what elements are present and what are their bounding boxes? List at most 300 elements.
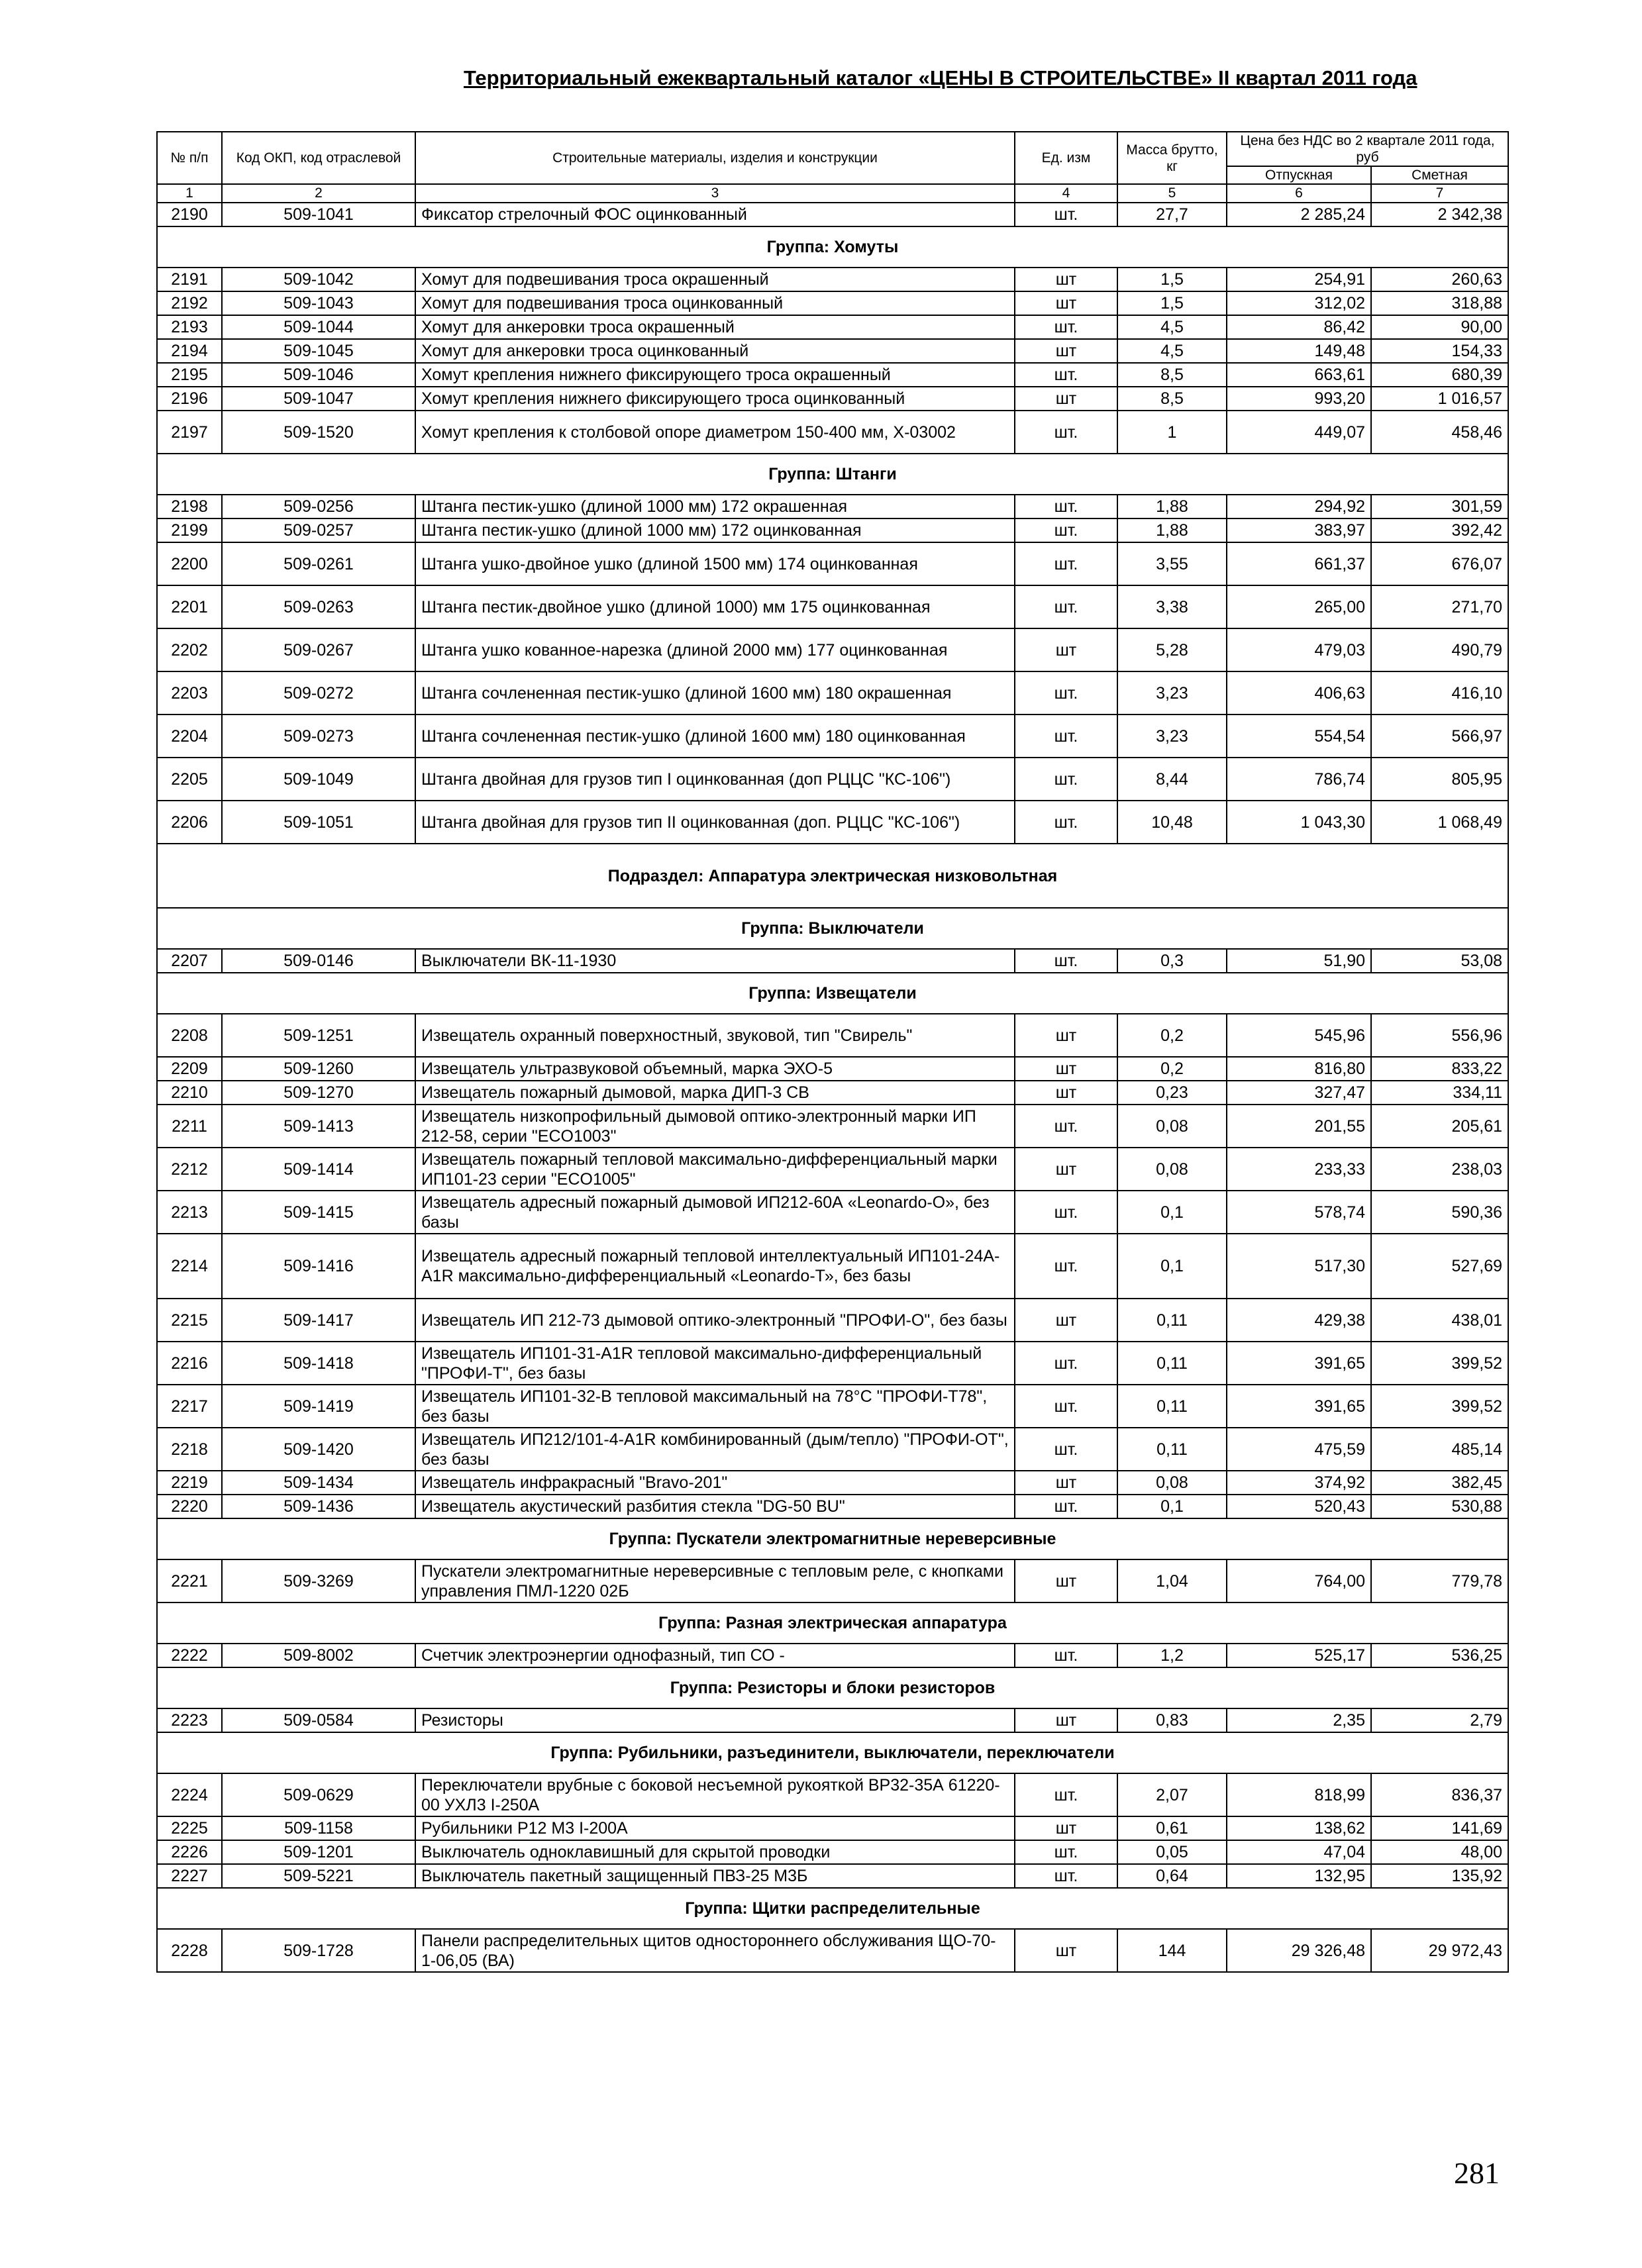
estimate-price-cell: 2 342,38: [1371, 203, 1508, 226]
release-price-cell: 201,55: [1227, 1105, 1371, 1148]
material-name-cell: Извещатель адресный пожарный тепловой интеллектуальный ИП101-24А-А1R максимально-дифференциальный «Leonardo-Т», без базы: [415, 1234, 1015, 1299]
header-mass: Масса брутто, кг: [1117, 132, 1227, 184]
row-number-cell: 2200: [157, 542, 222, 585]
okp-code-cell: 509-1044: [222, 315, 415, 339]
okp-code-cell: 509-1434: [222, 1471, 415, 1495]
release-price-cell: 233,33: [1227, 1148, 1371, 1191]
release-price-cell: 449,07: [1227, 411, 1371, 454]
table-row: [157, 291, 1508, 315]
row-number-cell: 2223: [157, 1708, 222, 1732]
material-name-cell: Извещатель пожарный тепловой максимально-дифференциальный марки ИП101-23 серии "ECO1005": [415, 1148, 1015, 1191]
group-title: Группа: Выключатели: [157, 908, 1508, 949]
unit-cell: шт.: [1015, 315, 1117, 339]
mass-cell: 4,5: [1117, 315, 1227, 339]
mass-cell: 3,23: [1117, 715, 1227, 758]
material-name-cell: Панели распределительных щитов одностороннего обслуживания ЩО-70-1-06,05 (ВА): [415, 1929, 1015, 1972]
table-row: [157, 1471, 1508, 1495]
row-number-cell: 2195: [157, 363, 222, 387]
estimate-price-cell: 530,88: [1371, 1495, 1508, 1518]
unit-cell: шт: [1015, 1929, 1117, 1972]
row-number-cell: 2225: [157, 1816, 222, 1840]
row-number-cell: 2210: [157, 1081, 222, 1105]
material-name-cell: Хомут крепления нижнего фиксирующего троса окрашенный: [415, 363, 1015, 387]
release-price-cell: 764,00: [1227, 1559, 1371, 1602]
estimate-price-cell: 485,14: [1371, 1428, 1508, 1471]
unit-cell: шт.: [1015, 1644, 1117, 1667]
column-number: 6: [1227, 184, 1371, 203]
row-number-cell: 2209: [157, 1057, 222, 1081]
unit-cell: шт.: [1015, 495, 1117, 518]
estimate-price-cell: 590,36: [1371, 1191, 1508, 1234]
header-price-group: Цена без НДС во 2 квартале 2011 года, руб: [1227, 132, 1508, 166]
row-number-cell: 2221: [157, 1559, 222, 1602]
unit-cell: шт.: [1015, 411, 1117, 454]
unit-cell: шт.: [1015, 1864, 1117, 1888]
material-name-cell: Переключатели врубные с боковой несъемной рукояткой ВР32-35А 61220-00 УХЛ3 I-250А: [415, 1773, 1015, 1816]
material-name-cell: Штанга ушко-двойное ушко (длиной 1500 мм) 174 оцинкованная: [415, 542, 1015, 585]
row-number-cell: 2219: [157, 1471, 222, 1495]
release-price-cell: 327,47: [1227, 1081, 1371, 1105]
okp-code-cell: 509-1043: [222, 291, 415, 315]
table-row: [157, 628, 1508, 671]
release-price-cell: 816,80: [1227, 1057, 1371, 1081]
release-price-cell: 1 043,30: [1227, 801, 1371, 844]
okp-code-cell: 509-1413: [222, 1105, 415, 1148]
estimate-price-cell: 833,22: [1371, 1057, 1508, 1081]
row-number-cell: 2207: [157, 949, 222, 973]
okp-code-cell: 509-1049: [222, 758, 415, 801]
okp-code-cell: 509-8002: [222, 1644, 415, 1667]
release-price-cell: 254,91: [1227, 268, 1371, 291]
material-name-cell: Извещатель пожарный дымовой, марка ДИП-3 СВ: [415, 1081, 1015, 1105]
estimate-price-cell: 458,46: [1371, 411, 1508, 454]
release-price-cell: 479,03: [1227, 628, 1371, 671]
mass-cell: 1,88: [1117, 495, 1227, 518]
estimate-price-cell: 135,92: [1371, 1864, 1508, 1888]
mass-cell: 0,08: [1117, 1148, 1227, 1191]
table-row: [157, 411, 1508, 454]
release-price-cell: 525,17: [1227, 1644, 1371, 1667]
row-number-cell: 2193: [157, 315, 222, 339]
group-heading-row: [157, 1518, 1508, 1559]
mass-cell: 1,88: [1117, 518, 1227, 542]
release-price-cell: 132,95: [1227, 1864, 1371, 1888]
okp-code-cell: 509-1420: [222, 1428, 415, 1471]
release-price-cell: 138,62: [1227, 1816, 1371, 1840]
okp-code-cell: 509-0263: [222, 585, 415, 628]
material-name-cell: Извещатель ИП101-32-В тепловой максимальный на 78°С "ПРОФИ-Т78", без базы: [415, 1385, 1015, 1428]
okp-code-cell: 509-0146: [222, 949, 415, 973]
release-price-cell: 818,99: [1227, 1773, 1371, 1816]
table-row: [157, 1864, 1508, 1888]
estimate-price-cell: 48,00: [1371, 1840, 1508, 1864]
material-name-cell: Извещатель ИП 212-73 дымовой оптико-электронный "ПРОФИ-О", без базы: [415, 1299, 1015, 1342]
mass-cell: 0,1: [1117, 1191, 1227, 1234]
material-name-cell: Резисторы: [415, 1708, 1015, 1732]
mass-cell: 0,11: [1117, 1385, 1227, 1428]
table-row: [157, 1773, 1508, 1816]
row-number-cell: 2213: [157, 1191, 222, 1234]
release-price-cell: 294,92: [1227, 495, 1371, 518]
row-number-cell: 2226: [157, 1840, 222, 1864]
mass-cell: 3,38: [1117, 585, 1227, 628]
group-heading-row: [157, 454, 1508, 495]
release-price-cell: 475,59: [1227, 1428, 1371, 1471]
table-row: [157, 1385, 1508, 1428]
release-price-cell: 47,04: [1227, 1840, 1371, 1864]
table-row: [157, 801, 1508, 844]
unit-cell: шт: [1015, 339, 1117, 363]
mass-cell: 5,28: [1117, 628, 1227, 671]
table-row: [157, 495, 1508, 518]
header-code: Код ОКП, код отраслевой: [222, 132, 415, 184]
table-row: [157, 363, 1508, 387]
okp-code-cell: 509-0272: [222, 671, 415, 715]
release-price-cell: 374,92: [1227, 1471, 1371, 1495]
okp-code-cell: 509-1047: [222, 387, 415, 411]
material-name-cell: Извещатель охранный поверхностный, звуковой, тип "Свирель": [415, 1014, 1015, 1057]
release-price-cell: 554,54: [1227, 715, 1371, 758]
row-number-cell: 2190: [157, 203, 222, 226]
unit-cell: шт: [1015, 1081, 1117, 1105]
table-row: [157, 542, 1508, 585]
mass-cell: 4,5: [1117, 339, 1227, 363]
mass-cell: 0,11: [1117, 1428, 1227, 1471]
material-name-cell: Штанга пестик-ушко (длиной 1000 мм) 172 оцинкованная: [415, 518, 1015, 542]
column-number: 7: [1371, 184, 1508, 203]
row-number-cell: 2217: [157, 1385, 222, 1428]
estimate-price-cell: 260,63: [1371, 268, 1508, 291]
unit-cell: шт.: [1015, 1428, 1117, 1471]
header-num: № п/п: [157, 132, 222, 184]
table-row: [157, 1105, 1508, 1148]
row-number-cell: 2194: [157, 339, 222, 363]
mass-cell: 3,23: [1117, 671, 1227, 715]
release-price-cell: 2 285,24: [1227, 203, 1371, 226]
row-number-cell: 2191: [157, 268, 222, 291]
material-name-cell: Хомут крепления к столбовой опоре диаметром 150-400 мм, Х-03002: [415, 411, 1015, 454]
row-number-cell: 2202: [157, 628, 222, 671]
release-price-cell: 265,00: [1227, 585, 1371, 628]
material-name-cell: Извещатель низкопрофильный дымовой оптико-электронный марки ИП 212-58, серии "ECO1003": [415, 1105, 1015, 1148]
release-price-cell: 312,02: [1227, 291, 1371, 315]
material-name-cell: Рубильники Р12 М3 I-200А: [415, 1816, 1015, 1840]
header-name: Строительные материалы, изделия и конструкции: [415, 132, 1015, 184]
mass-cell: 1,5: [1117, 268, 1227, 291]
row-number-cell: 2192: [157, 291, 222, 315]
unit-cell: шт.: [1015, 1342, 1117, 1385]
estimate-price-cell: 90,00: [1371, 315, 1508, 339]
unit-cell: шт: [1015, 1014, 1117, 1057]
release-price-cell: 406,63: [1227, 671, 1371, 715]
mass-cell: 0,2: [1117, 1057, 1227, 1081]
unit-cell: шт: [1015, 628, 1117, 671]
okp-code-cell: 509-1419: [222, 1385, 415, 1428]
table-row: [157, 949, 1508, 973]
unit-cell: шт.: [1015, 1105, 1117, 1148]
release-price-cell: 86,42: [1227, 315, 1371, 339]
okp-code-cell: 509-1417: [222, 1299, 415, 1342]
unit-cell: шт.: [1015, 585, 1117, 628]
table-row: [157, 585, 1508, 628]
group-title: Группа: Резисторы и блоки резисторов: [157, 1667, 1508, 1708]
group-heading-row: [157, 1732, 1508, 1773]
page-header: Территориальный ежеквартальный каталог «ЦЕНЫ В СТРОИТЕЛЬСТВЕ» II квартал 2011 года: [464, 66, 1417, 89]
group-heading-row: [157, 1888, 1508, 1929]
table-row: [157, 1342, 1508, 1385]
estimate-price-cell: 205,61: [1371, 1105, 1508, 1148]
material-name-cell: Штанга пестик-двойное ушко (длиной 1000) мм 175 оцинкованная: [415, 585, 1015, 628]
mass-cell: 8,44: [1117, 758, 1227, 801]
row-number-cell: 2199: [157, 518, 222, 542]
row-number-cell: 2208: [157, 1014, 222, 1057]
material-name-cell: Хомут для подвешивания троса оцинкованный: [415, 291, 1015, 315]
table-row: [157, 268, 1508, 291]
release-price-cell: 520,43: [1227, 1495, 1371, 1518]
material-name-cell: Штанга сочлененная пестик-ушко (длиной 1600 мм) 180 окрашенная: [415, 671, 1015, 715]
subsection-title: Подраздел: Аппаратура электрическая низковольтная: [157, 844, 1508, 908]
row-number-cell: 2212: [157, 1148, 222, 1191]
column-number-row: [157, 184, 1508, 203]
material-name-cell: Извещатель ультразвуковой объемный, марка ЭХО-5: [415, 1057, 1015, 1081]
okp-code-cell: 509-1414: [222, 1148, 415, 1191]
material-name-cell: Пускатели электромагнитные нереверсивные с тепловым реле, с кнопками управления ПМЛ-1220 02Б: [415, 1559, 1015, 1602]
group-title: Группа: Хомуты: [157, 226, 1508, 268]
estimate-price-cell: 334,11: [1371, 1081, 1508, 1105]
header-unit: Ед. изм: [1015, 132, 1117, 184]
unit-cell: шт.: [1015, 801, 1117, 844]
column-number: 2: [222, 184, 415, 203]
table-row: [157, 1299, 1508, 1342]
material-name-cell: Извещатель акустический разбития стекла "DG-50 BU": [415, 1495, 1015, 1518]
unit-cell: шт.: [1015, 671, 1117, 715]
estimate-price-cell: 318,88: [1371, 291, 1508, 315]
estimate-price-cell: 382,45: [1371, 1471, 1508, 1495]
release-price-cell: 429,38: [1227, 1299, 1371, 1342]
material-name-cell: Хомут для анкеровки троса оцинкованный: [415, 339, 1015, 363]
row-number-cell: 2222: [157, 1644, 222, 1667]
unit-cell: шт.: [1015, 203, 1117, 226]
unit-cell: шт.: [1015, 1495, 1117, 1518]
row-number-cell: 2201: [157, 585, 222, 628]
row-number-cell: 2216: [157, 1342, 222, 1385]
mass-cell: 0,2: [1117, 1014, 1227, 1057]
mass-cell: 0,61: [1117, 1816, 1227, 1840]
mass-cell: 0,3: [1117, 949, 1227, 973]
column-number: 3: [415, 184, 1015, 203]
unit-cell: шт.: [1015, 1773, 1117, 1816]
unit-cell: шт: [1015, 268, 1117, 291]
row-number-cell: 2203: [157, 671, 222, 715]
estimate-price-cell: 1 068,49: [1371, 801, 1508, 844]
table-row: [157, 387, 1508, 411]
table-row: [157, 1057, 1508, 1081]
okp-code-cell: 509-1418: [222, 1342, 415, 1385]
table-row: [157, 1816, 1508, 1840]
mass-cell: 0,08: [1117, 1471, 1227, 1495]
material-name-cell: Штанга сочлененная пестик-ушко (длиной 1600 мм) 180 оцинкованная: [415, 715, 1015, 758]
release-price-cell: 51,90: [1227, 949, 1371, 973]
estimate-price-cell: 1 016,57: [1371, 387, 1508, 411]
header-price-release: Отпускная: [1227, 166, 1371, 184]
mass-cell: 0,1: [1117, 1495, 1227, 1518]
estimate-price-cell: 392,42: [1371, 518, 1508, 542]
estimate-price-cell: 154,33: [1371, 339, 1508, 363]
estimate-price-cell: 271,70: [1371, 585, 1508, 628]
okp-code-cell: 509-0256: [222, 495, 415, 518]
estimate-price-cell: 53,08: [1371, 949, 1508, 973]
mass-cell: 8,5: [1117, 387, 1227, 411]
material-name-cell: Хомут для подвешивания троса окрашенный: [415, 268, 1015, 291]
release-price-cell: 786,74: [1227, 758, 1371, 801]
material-name-cell: Выключатель одноклавишный для скрытой проводки: [415, 1840, 1015, 1864]
group-heading-row: [157, 973, 1508, 1014]
release-price-cell: 663,61: [1227, 363, 1371, 387]
unit-cell: шт.: [1015, 949, 1117, 973]
unit-cell: шт.: [1015, 363, 1117, 387]
mass-cell: 1,2: [1117, 1644, 1227, 1667]
estimate-price-cell: 301,59: [1371, 495, 1508, 518]
okp-code-cell: 509-1158: [222, 1816, 415, 1840]
material-name-cell: Извещатель адресный пожарный дымовой ИП212-60А «Leonardo-О», без базы: [415, 1191, 1015, 1234]
unit-cell: шт: [1015, 1148, 1117, 1191]
material-name-cell: Извещатель ИП101-31-А1R тепловой максимально-дифференциальный "ПРОФИ-Т", без базы: [415, 1342, 1015, 1385]
release-price-cell: 383,97: [1227, 518, 1371, 542]
estimate-price-cell: 438,01: [1371, 1299, 1508, 1342]
estimate-price-cell: 238,03: [1371, 1148, 1508, 1191]
row-number-cell: 2205: [157, 758, 222, 801]
release-price-cell: 2,35: [1227, 1708, 1371, 1732]
okp-code-cell: 509-5221: [222, 1864, 415, 1888]
estimate-price-cell: 566,97: [1371, 715, 1508, 758]
okp-code-cell: 509-0629: [222, 1773, 415, 1816]
table-row: [157, 1428, 1508, 1471]
group-title: Группа: Рубильники, разъединители, выключатели, переключатели: [157, 1732, 1508, 1773]
mass-cell: 0,11: [1117, 1342, 1227, 1385]
okp-code-cell: 509-1201: [222, 1840, 415, 1864]
okp-code-cell: 509-0257: [222, 518, 415, 542]
unit-cell: шт.: [1015, 542, 1117, 585]
estimate-price-cell: 556,96: [1371, 1014, 1508, 1057]
mass-cell: 144: [1117, 1929, 1227, 1972]
estimate-price-cell: 141,69: [1371, 1816, 1508, 1840]
unit-cell: шт: [1015, 291, 1117, 315]
unit-cell: шт.: [1015, 758, 1117, 801]
mass-cell: 0,05: [1117, 1840, 1227, 1864]
okp-code-cell: 509-0261: [222, 542, 415, 585]
price-catalog-table: [156, 131, 1509, 1973]
estimate-price-cell: 416,10: [1371, 671, 1508, 715]
okp-code-cell: 509-1046: [222, 363, 415, 387]
estimate-price-cell: 676,07: [1371, 542, 1508, 585]
page-number: 281: [1454, 2156, 1500, 2190]
okp-code-cell: 509-1051: [222, 801, 415, 844]
row-number-cell: 2214: [157, 1234, 222, 1299]
mass-cell: 0,83: [1117, 1708, 1227, 1732]
row-number-cell: 2204: [157, 715, 222, 758]
table-row: [157, 203, 1508, 226]
material-name-cell: Извещатель инфракрасный "Bravo-201": [415, 1471, 1015, 1495]
release-price-cell: 149,48: [1227, 339, 1371, 363]
table-row: [157, 1191, 1508, 1234]
table-row: [157, 315, 1508, 339]
row-number-cell: 2215: [157, 1299, 222, 1342]
mass-cell: 1,04: [1117, 1559, 1227, 1602]
table-row: [157, 1929, 1508, 1972]
okp-code-cell: 509-3269: [222, 1559, 415, 1602]
table-row: [157, 1644, 1508, 1667]
release-price-cell: 993,20: [1227, 387, 1371, 411]
unit-cell: шт.: [1015, 1191, 1117, 1234]
estimate-price-cell: 536,25: [1371, 1644, 1508, 1667]
okp-code-cell: 509-0267: [222, 628, 415, 671]
okp-code-cell: 509-1260: [222, 1057, 415, 1081]
table-row: [157, 1708, 1508, 1732]
table-row: [157, 1081, 1508, 1105]
estimate-price-cell: 29 972,43: [1371, 1929, 1508, 1972]
mass-cell: 1,5: [1117, 291, 1227, 315]
mass-cell: 1: [1117, 411, 1227, 454]
mass-cell: 0,08: [1117, 1105, 1227, 1148]
unit-cell: шт: [1015, 1816, 1117, 1840]
okp-code-cell: 509-1728: [222, 1929, 415, 1972]
okp-code-cell: 509-1270: [222, 1081, 415, 1105]
row-number-cell: 2228: [157, 1929, 222, 1972]
unit-cell: шт: [1015, 387, 1117, 411]
material-name-cell: Хомут для анкеровки троса окрашенный: [415, 315, 1015, 339]
row-number-cell: 2220: [157, 1495, 222, 1518]
header-price-estimate: Сметная: [1371, 166, 1508, 184]
release-price-cell: 661,37: [1227, 542, 1371, 585]
estimate-price-cell: 399,52: [1371, 1342, 1508, 1385]
mass-cell: 0,64: [1117, 1864, 1227, 1888]
table-row: [157, 1495, 1508, 1518]
material-name-cell: Штанга пестик-ушко (длиной 1000 мм) 172 окрашенная: [415, 495, 1015, 518]
mass-cell: 3,55: [1117, 542, 1227, 585]
column-number: 1: [157, 184, 222, 203]
group-heading-row: [157, 1602, 1508, 1644]
material-name-cell: Штанга двойная для грузов тип I оцинкованная (доп РЦЦС "КС-106"): [415, 758, 1015, 801]
unit-cell: шт.: [1015, 715, 1117, 758]
release-price-cell: 391,65: [1227, 1385, 1371, 1428]
estimate-price-cell: 779,78: [1371, 1559, 1508, 1602]
group-heading-row: [157, 908, 1508, 949]
okp-code-cell: 509-1045: [222, 339, 415, 363]
release-price-cell: 29 326,48: [1227, 1929, 1371, 1972]
mass-cell: 2,07: [1117, 1773, 1227, 1816]
okp-code-cell: 509-1042: [222, 268, 415, 291]
release-price-cell: 578,74: [1227, 1191, 1371, 1234]
row-number-cell: 2218: [157, 1428, 222, 1471]
group-heading-row: [157, 1667, 1508, 1708]
subsection-heading-row: [157, 844, 1508, 908]
material-name-cell: Штанга ушко кованное-нарезка (длиной 2000 мм) 177 оцинкованная: [415, 628, 1015, 671]
row-number-cell: 2198: [157, 495, 222, 518]
material-name-cell: Хомут крепления нижнего фиксирующего троса оцинкованный: [415, 387, 1015, 411]
table-row: [157, 1840, 1508, 1864]
unit-cell: шт: [1015, 1708, 1117, 1732]
material-name-cell: Штанга двойная для грузов тип II оцинкованная (доп. РЦЦС "КС-106"): [415, 801, 1015, 844]
mass-cell: 0,23: [1117, 1081, 1227, 1105]
unit-cell: шт.: [1015, 1234, 1117, 1299]
table-row: [157, 1014, 1508, 1057]
group-title: Группа: Разная электрическая аппаратура: [157, 1602, 1508, 1644]
mass-cell: 8,5: [1117, 363, 1227, 387]
release-price-cell: 391,65: [1227, 1342, 1371, 1385]
group-title: Группа: Пускатели электромагнитные нереверсивные: [157, 1518, 1508, 1559]
estimate-price-cell: 490,79: [1371, 628, 1508, 671]
table-row: [157, 339, 1508, 363]
